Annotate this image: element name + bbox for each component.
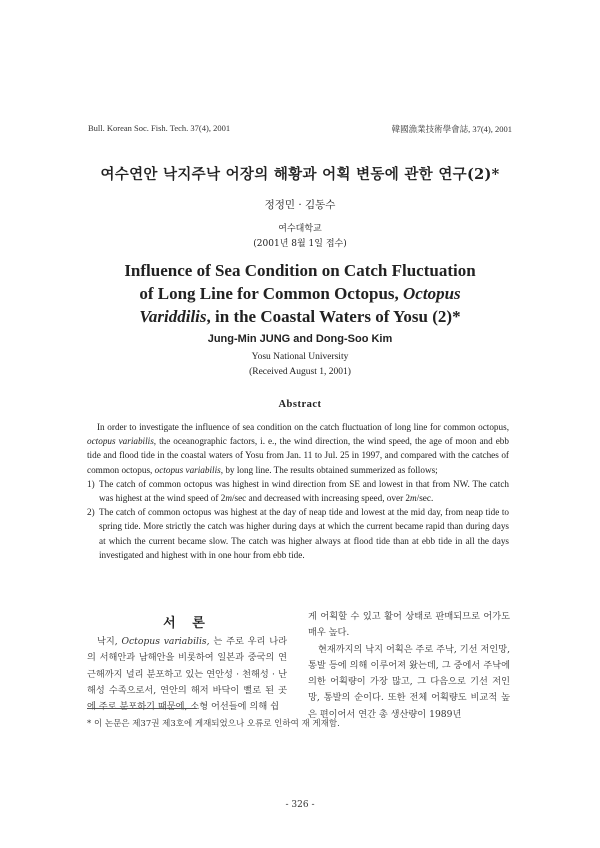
abstract-intro xyxy=(87,420,509,477)
item-text: The catch of common octopus was highest at the day of neap tide and lowest at the mid day, from neap tide to spring tide. More strictly the catch was higher during days at which the current became rapid than during days at which the current became slow. The catch was higher always at flood tide than at ebb tide in all the days investigated and highest with in one hour from ebb tide. xyxy=(99,507,509,560)
korean-authors: 정정민 · 김동수 xyxy=(264,199,336,211)
section-title: 서 론 xyxy=(163,616,211,631)
english-title-line1: Influence of Sea Condition on Catch Fluctuation xyxy=(124,261,476,280)
item-text-part: /sec. xyxy=(416,493,434,504)
body-text: 는 주로 우리 나라의 서해안과 남해안을 비롯하여 일본과 중국의 연근해까지 널리 분포하고 있는 연안성 · 천해성 · 난해성 수족으로서, 연안의 해저 바닥이 뻘로 된 곳에 주로 분포하기 때문에, 소형 어선들에 의해 쉽 xyxy=(87,636,287,713)
page-number: - 326 - xyxy=(285,800,315,810)
english-authors: Jung-Min JUNG and Dong-Soo Kim xyxy=(207,333,393,345)
abstract-body xyxy=(87,420,509,562)
body-text: 낙지, xyxy=(97,636,122,647)
english-title-line2 xyxy=(0,282,600,305)
abstract-heading: Abstract xyxy=(278,399,322,410)
korean-title: 여수연안 낙지주낙 어장의 해황과 어획 변동에 관한 연구(2)* xyxy=(100,166,500,183)
english-title-text-2: , in the Coastal Waters of Yosu (2)* xyxy=(206,307,461,326)
korean-received: (2001년 8월 1일 접수) xyxy=(253,239,347,249)
footnote: * 이 논문은 제37권 제3호에 게재되었으나 오류로 인하여 재 게재함. xyxy=(87,719,340,729)
species-name: Octopus variabilis, xyxy=(121,636,210,647)
unit: m xyxy=(225,493,232,504)
item-number: 2) xyxy=(87,507,95,518)
english-title xyxy=(0,259,600,328)
english-affiliation: Yosu National University xyxy=(251,352,349,362)
abstract-text: In order to investigate the influence of sea condition on the catch fluctuation of long line for common octopus, xyxy=(97,422,509,432)
item-text-part: /sec and decreased with increasing speed, over 2 xyxy=(231,493,411,504)
species-name: octopus variabilis xyxy=(154,464,221,475)
item-number: 1) xyxy=(87,478,95,489)
english-title-species-2: Variddilis xyxy=(139,307,207,326)
result-item-2 xyxy=(87,505,509,562)
result-item-1 xyxy=(87,477,509,505)
item-text xyxy=(99,477,509,505)
right-column xyxy=(308,609,510,723)
left-column xyxy=(87,634,287,715)
english-title-line3 xyxy=(0,305,600,328)
unit: m xyxy=(410,493,417,504)
english-title-text: of Long Line for Common Octopus, xyxy=(139,284,404,303)
abstract-text: , the oceanographic factors, i. e., the wind direction, the wind speed, the age of moon and ebb tide and flood tide in the coastal waters of Yosu from Jan. 11 to Jul. 25 in 1997, and compared with the catches of common octopus, xyxy=(87,436,509,475)
right-column-paragraph-1: 게 어획할 수 있고 활어 상태로 판매되므로 어가도 매우 높다. xyxy=(308,611,510,639)
item-text-part: The catch of common octopus was highest in wind direction from SE and lowest in that from NW. The catch was highest at the wind speed of 2 xyxy=(99,478,509,504)
journal-header-left: Bull. Korean Soc. Fish. Tech. 37(4), 2001 xyxy=(88,123,231,133)
korean-affiliation: 여수대학교 xyxy=(278,224,322,234)
english-title-species: Octopus xyxy=(403,284,461,303)
footnote-divider xyxy=(87,708,197,709)
right-column-paragraph-2: 현재까지의 낙지 어획은 주로 주낙, 기선 저인망, 통발 등에 의해 이루어져 왔는데, 그 중에서 주낙에 의한 어획량이 가장 많고, 그 다음으로 기선 저인망, 통발의 순이다. 또한 전체 어획량도 비교적 높은 편이어서 연간 총 생산량이 1989년 xyxy=(308,643,510,720)
left-column-paragraph xyxy=(87,634,287,715)
abstract-text: , by long line. The results obtained summerized as follows; xyxy=(220,464,438,475)
english-received: (Received August 1, 2001) xyxy=(249,367,351,377)
journal-header-right: 韓國漁業技術學會誌, 37(4), 2001 xyxy=(391,124,512,134)
species-name: octopus variabilis xyxy=(87,436,154,447)
